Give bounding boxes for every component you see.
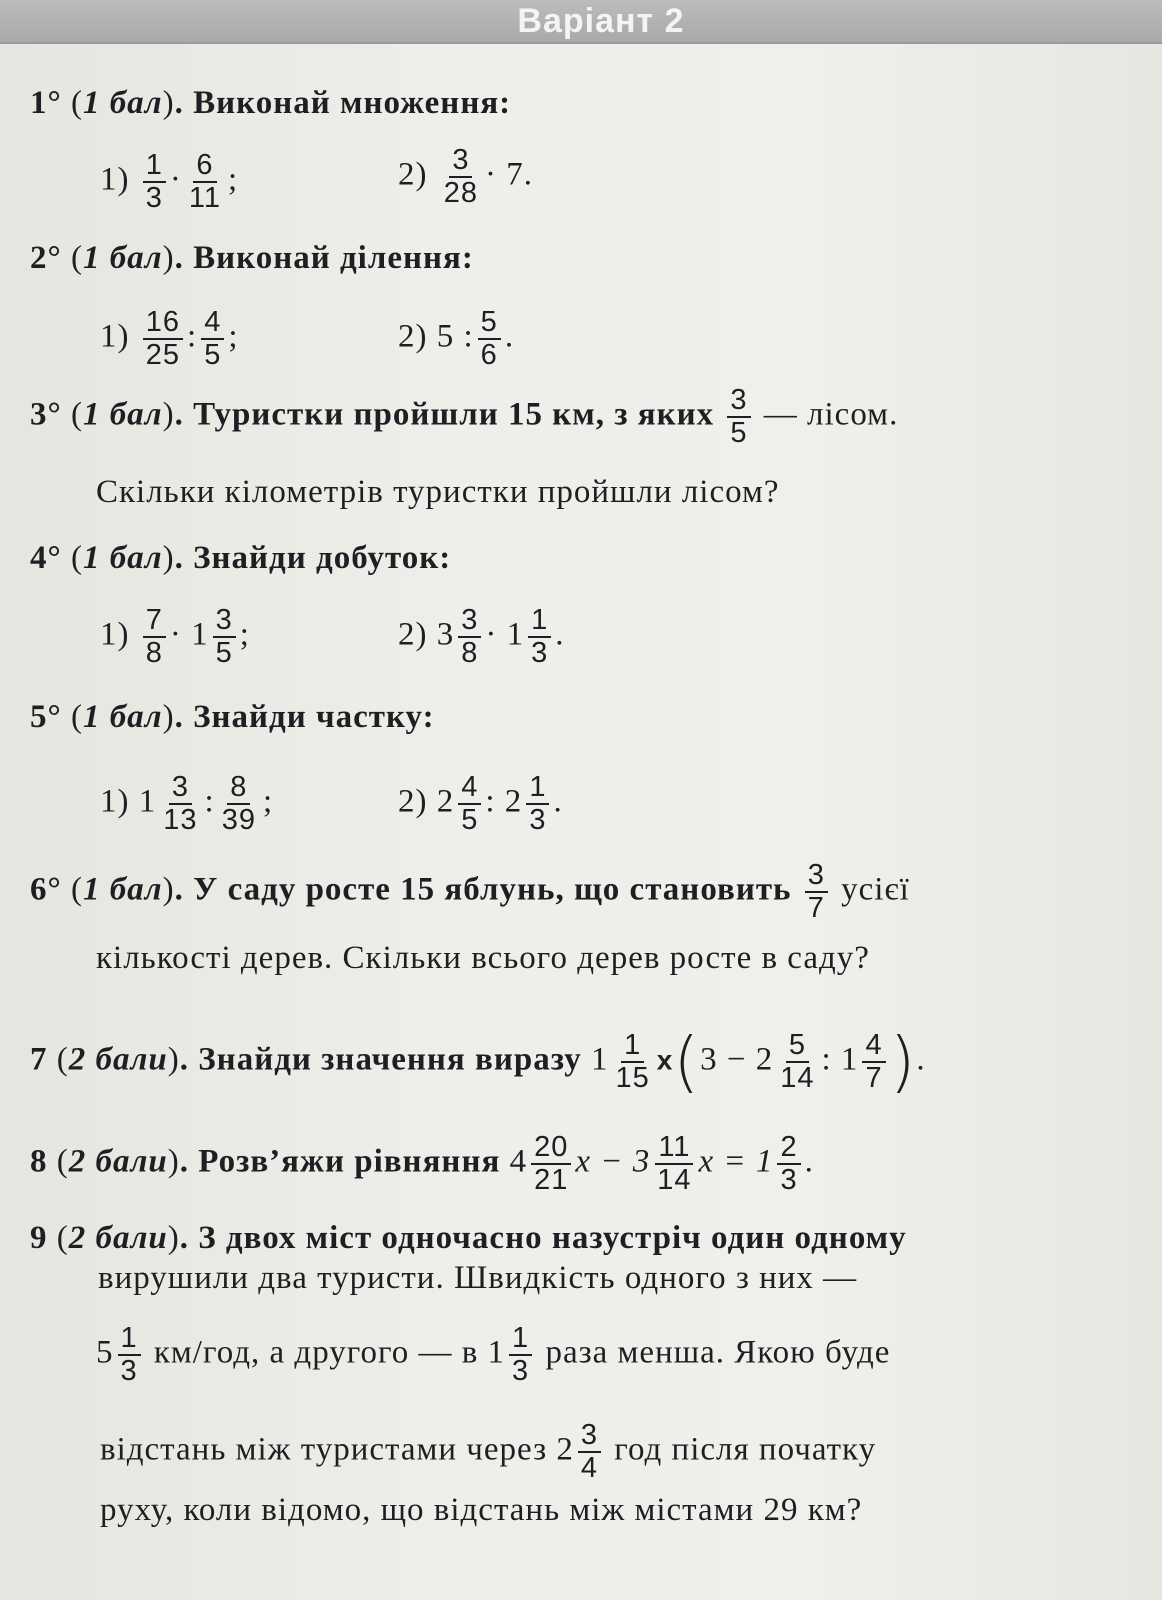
fraction: $\frac{1}{3}$ xyxy=(118,1323,141,1387)
fraction: $\frac{1}{15}$ xyxy=(615,1029,650,1094)
task-1-heading: 1° (1 бал). Виконай множення: xyxy=(30,85,512,121)
task-7-line: 7 (2 бали). Знайди значення виразу 1 $\frac{1}{15}$ x(3 − 2 $\frac{5}{14}$ : 1 $\frac{4}{7}$ ). xyxy=(30,1023,926,1100)
task-9-line-2: вирушили два туристи. Швидкість одного з них — xyxy=(98,1260,858,1296)
header-band xyxy=(0,0,1162,44)
task-5-heading: 5° (1 бал). Знайди частку: xyxy=(30,699,435,735)
task-4-heading: 4° (1 бал). Знайди добуток: xyxy=(30,540,452,576)
task-9-line-4: відстань між туристами через 2 $\frac{3}{4}$ год після початку xyxy=(100,1419,877,1484)
fraction: $\frac{7}{8}$ xyxy=(143,605,166,669)
fraction: $\frac{3}{5}$ xyxy=(213,605,236,669)
fraction: $\frac{3}{13}$ xyxy=(163,771,198,836)
fraction: $\frac{1}{3}$ xyxy=(528,605,551,669)
task-3-line-2: Скільки кілометрів туристки пройшли лісом? xyxy=(96,474,780,510)
task-2-heading: 2° (1 бал). Виконай ділення: xyxy=(30,240,474,276)
task-3-line-1: 3° (1 бал). Туристки пройшли 15 км, з яких $\frac{3}{5}$ — лісом. xyxy=(30,384,899,449)
fraction: $\frac{8}{39}$ xyxy=(221,771,256,836)
fraction: $\frac{1}{3}$ xyxy=(526,772,549,836)
fraction: $\frac{3}{4}$ xyxy=(578,1420,601,1484)
fraction: $\frac{5}{6}$ xyxy=(478,307,501,371)
fraction: $\frac{16}{25}$ xyxy=(143,307,183,371)
fraction: $\frac{3}{5}$ xyxy=(727,385,750,449)
task-2-item-2: 2) 5 : $\frac{5}{6}$ . xyxy=(398,306,515,371)
task-9-line-5: руху, коли відомо, що відстань між містами 29 км? xyxy=(100,1492,863,1528)
task-8-line: 8 (2 бали). Розв’яжи рівняння 4 $\frac{20}{21}$ x − 3 $\frac{11}{14}$ x = 1 $\frac{2}{3}$ . xyxy=(30,1131,814,1196)
fraction: $\frac{11}{14}$ xyxy=(657,1131,692,1196)
fraction: $\frac{1}{3}$ xyxy=(143,150,166,214)
task-9-line-3: 5 $\frac{1}{3}$ км/год, а другого — в 1 $\frac{1}{3}$ раза менша. Якою буде xyxy=(96,1322,891,1387)
fraction: $\frac{4}{5}$ xyxy=(458,772,481,836)
fraction: $\frac{3}{8}$ xyxy=(458,605,481,669)
task-1-item-1: 1) $\frac{1}{3}$ · $\frac{6}{11}$ ; xyxy=(100,149,239,214)
task-6-line-1: 6° (1 бал). У саду росте 15 яблунь, що становить $\frac{3}{7}$ усієї xyxy=(30,859,910,924)
task-1-item-2: 2) $\frac{3}{28}$ · 7. xyxy=(398,144,534,209)
fraction: $\frac{3}{7}$ xyxy=(805,860,828,924)
task-6-line-2: кількості дерев. Скільки всього дерев росте в саду? xyxy=(96,940,870,976)
fraction: $\frac{6}{11}$ xyxy=(188,149,221,214)
task-4-item-1: 1) $\frac{7}{8}$ · 1 $\frac{3}{5}$ ; xyxy=(100,604,250,669)
task-5-item-1: 1) 1 $\frac{3}{13}$ : $\frac{8}{39}$ ; xyxy=(100,771,274,836)
fraction: $\frac{1}{3}$ xyxy=(509,1323,532,1387)
cross-mark: x xyxy=(656,1044,674,1076)
fraction: $\frac{20}{21}$ xyxy=(531,1132,571,1196)
task-5-item-2: 2) 2 $\frac{4}{5}$ : 2 $\frac{1}{3}$ . xyxy=(398,771,563,836)
fraction: $\frac{2}{3}$ xyxy=(777,1132,800,1196)
task-2-item-1: 1) $\frac{16}{25}$ : $\frac{4}{5}$ ; xyxy=(100,306,239,371)
task-4-item-2: 2) 3 $\frac{3}{8}$ · 1 $\frac{1}{3}$ . xyxy=(398,604,565,669)
variant-title: Варіант 2 xyxy=(517,2,685,40)
task-9-line-1: 9 (2 бали). З двох міст одночасно назустріч один одному xyxy=(30,1220,907,1256)
fraction: $\frac{4}{5}$ xyxy=(201,307,224,371)
fraction: $\frac{4}{7}$ xyxy=(862,1030,885,1094)
fraction: $\frac{5}{14}$ xyxy=(780,1029,815,1094)
fraction: $\frac{3}{28}$ xyxy=(443,144,479,209)
